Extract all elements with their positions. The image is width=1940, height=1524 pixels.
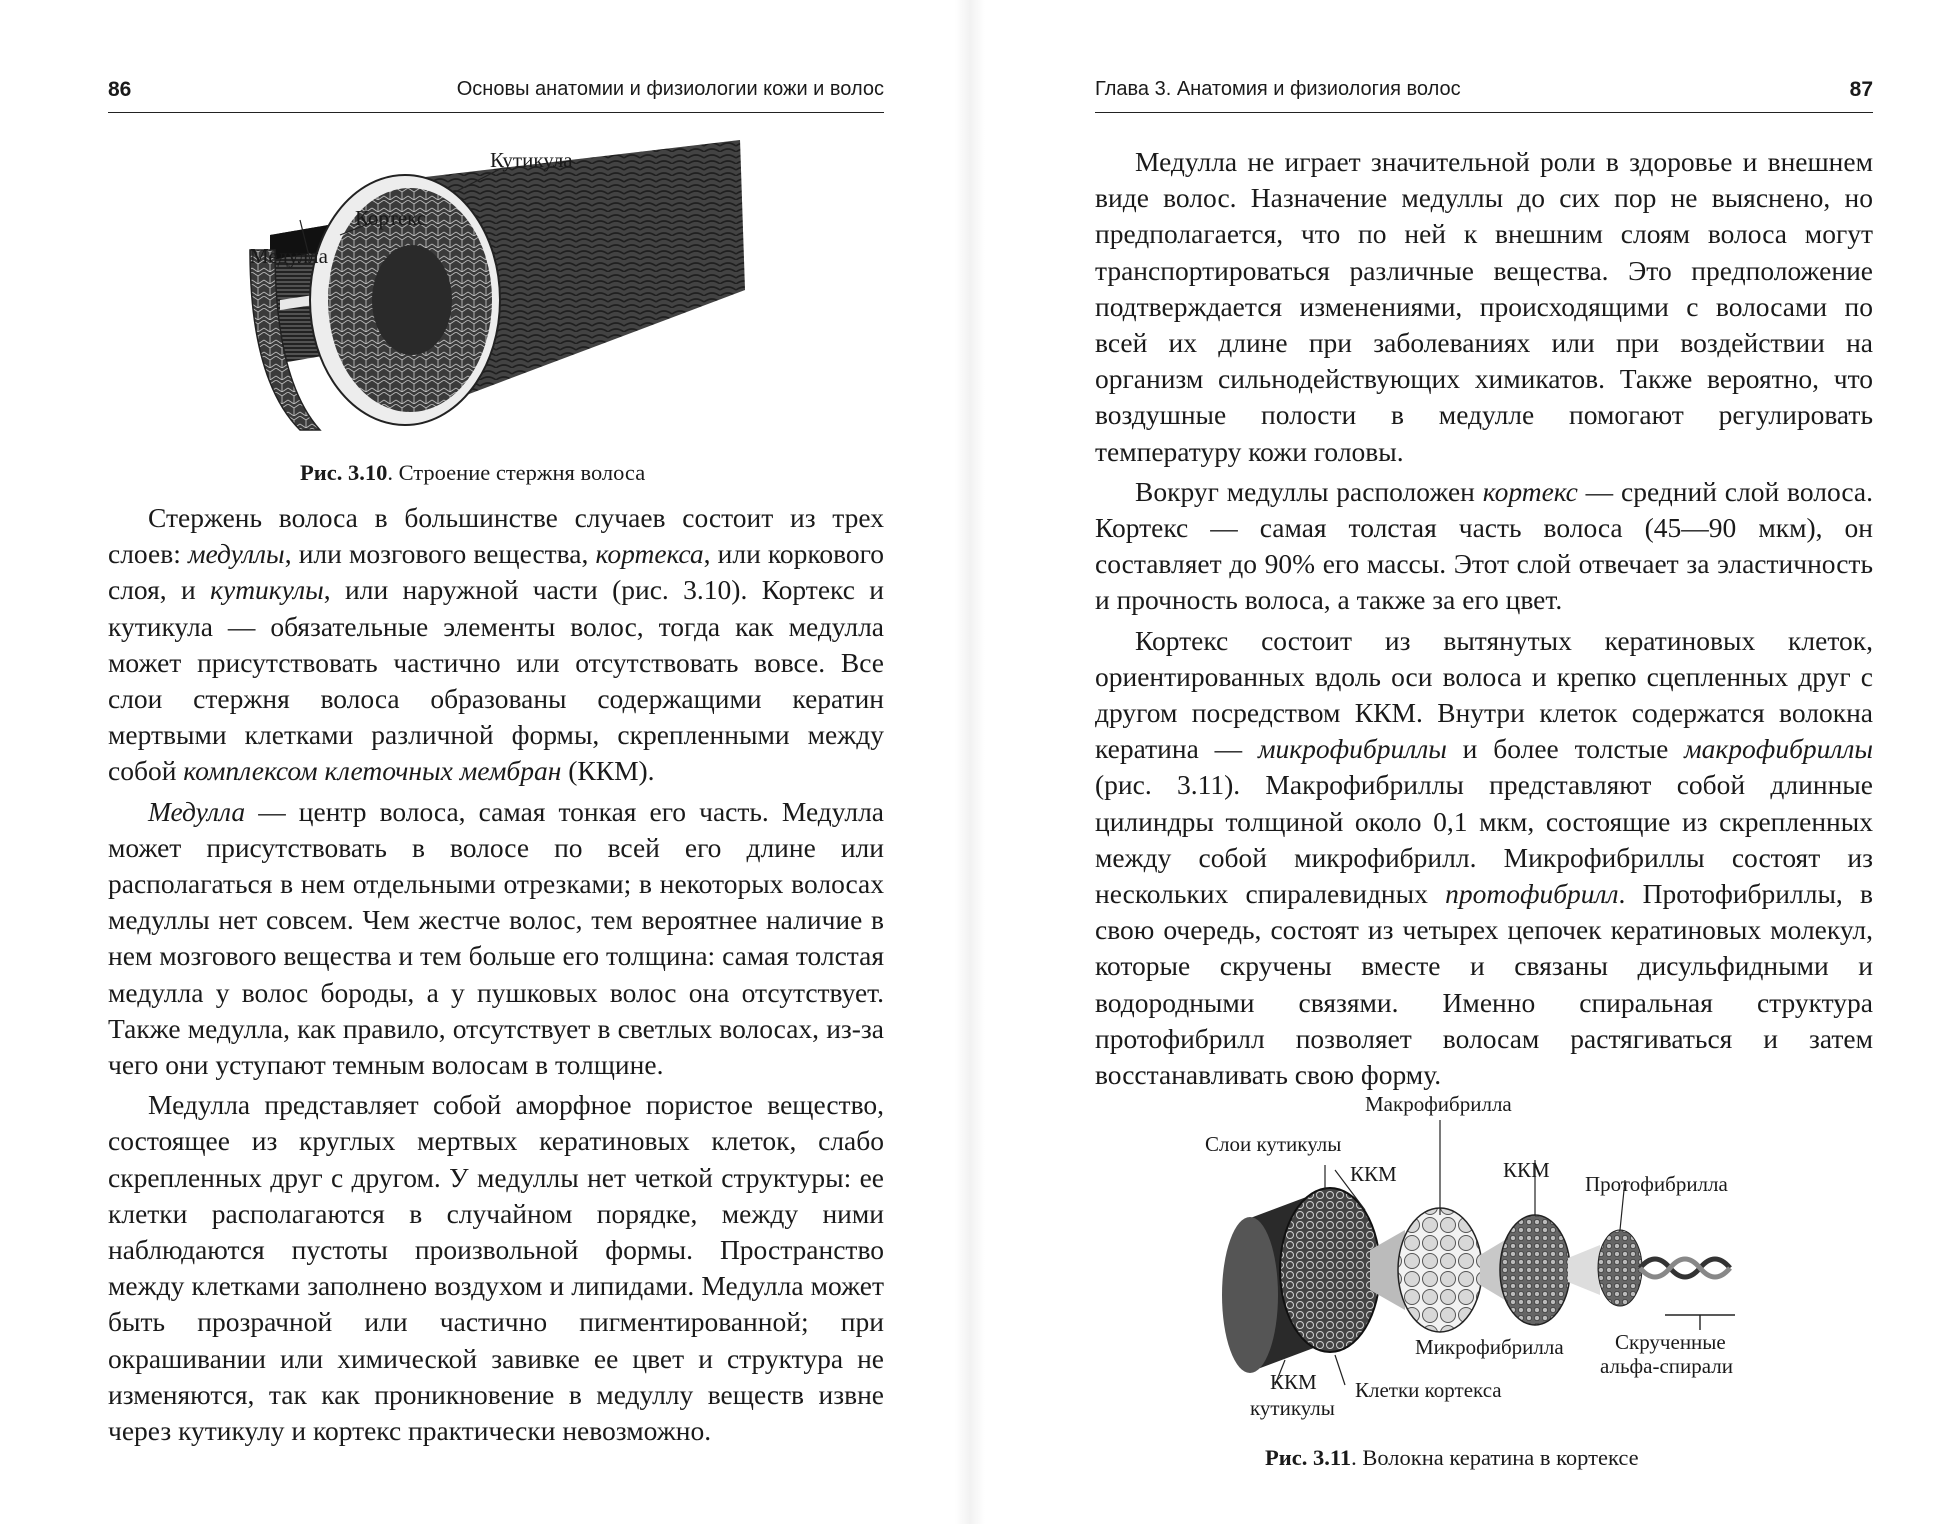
paragraph: Медулла не играет значительной роли в здоровье и внешнем виде волос. Назначение медуллы до сих пор не выяснено, но предполагается, что по ней к внешним слоям волоса могут транспортироваться различные вещества. Это предположение подтверждается изменениями, происходящими с волосами по всей их длине при заболеваниях или при воздействии на организм сильнодействующих химикатов. Также вероятно, что воздушные полости в медулле помогают регулировать температуру кожи головы. [1095, 146, 1873, 467]
paragraph [108, 500, 884, 790]
figure-caption-text: . Строение стержня волоса [387, 460, 646, 485]
text-run: , или мозгового вещества, [284, 538, 596, 570]
text-run: . Протофибриллы, в свою очередь, состоят из четырех цепочек кератиновых молекул, которые скручены вместе и связаны дисульфидными и водородными связями. Именно спиральная структура протофибрилл позволяет волосам растягиваться и затем восстанавливать свою форму. [1095, 878, 1873, 1091]
figure-caption [300, 460, 645, 486]
text-run: , или коркового слоя, и [108, 538, 884, 606]
figure-label-cuticle: Кутикула [490, 148, 573, 172]
text-run: Вокруг медуллы расположен [1135, 475, 1483, 507]
italic-term: Медулла [148, 795, 246, 827]
text-run: — средний слой волоса. Кортекс — самая толстая часть волоса (45—90 мкм), он составляет до 90% его массы. Этот слой отвечает за эластичность и прочность волоса, а также за его цвет. [1095, 475, 1873, 616]
figure-label-kkm: ККМ [1350, 1162, 1397, 1186]
figure-label-twisted-helices: альфа-спирали [1600, 1354, 1734, 1378]
page-number: 86 [108, 78, 132, 101]
paragraph [108, 794, 884, 1084]
hair-shaft-illustration [240, 140, 760, 440]
figure-label-twisted-helices: Скрученные [1615, 1330, 1726, 1354]
left-page-body [108, 500, 884, 1449]
figure-label-microfibril: Микрофибрилла [1415, 1335, 1564, 1359]
figure-label-macrofibril: Макрофибрилла [1365, 1092, 1512, 1116]
italic-term: макрофибриллы [1684, 733, 1873, 765]
text-run: Кортекс состоит из вытянутых кератиновых клеток, ориентированных вдоль оси волоса и крепко сцепленных друг с другом посредством ККМ. Внутри клеток содержатся волокна кератина — [1095, 624, 1873, 765]
running-title: Основы анатомии и физиологии кожи и волос [456, 78, 884, 100]
text-run: и более толстые [1446, 733, 1685, 765]
figure-label-cuticle-kkm: ККМ [1270, 1370, 1317, 1394]
figure-label-medulla: Медулла [250, 244, 328, 268]
text-run: , или наружной части (рис. 3.10). Кортекс и кутикула — обязательные элементы волос, тогда как медулла может присутствовать частично или отсутствовать вовсе. Все слои стержня волоса образованы содержащими кератин мертвыми клетками различной формы, скрепленными между собой [108, 574, 884, 787]
hair-shaft-figure [240, 140, 760, 440]
italic-term: кортекса [595, 538, 704, 570]
keratin-fibers-figure [1205, 1090, 1765, 1430]
italic-term: кортекс [1482, 475, 1578, 507]
text-run: Стержень волоса в большинстве случаев состоит из трех слоев: [108, 502, 884, 570]
figure-label-cuticle-layers: Слои кутикулы [1205, 1132, 1342, 1156]
figure-caption [1265, 1445, 1639, 1471]
italic-term: медуллы [187, 538, 285, 570]
running-title: Глава 3. Анатомия и физиология волос [1095, 78, 1461, 100]
page-number: 87 [1849, 78, 1873, 101]
italic-term: протофибрилл [1445, 878, 1619, 910]
figure-label-cortex-cells: Клетки кортекса [1355, 1378, 1502, 1402]
figure-label-kkm: ККМ [1503, 1158, 1550, 1182]
paragraph: Медулла представляет собой аморфное пористое вещество, состоящее из круглых мертвых кератиновых клеток, слабо скрепленных друг с другом. У медуллы нет четкой структуры: ее клетки располагаются в случайном порядке, между ними наблюдаются пустоты произвольной формы. Пространство между клетками заполнено воздухом и липидами. Медулла может быть прозрачной или частично пигментированной; при окрашивании или химической завивке ее цвет и структура не изменяются, так как проникновение в медуллу веществ извне через кутикулу и кортекс практически невозможно. [108, 1089, 884, 1447]
italic-term: микрофибриллы [1257, 733, 1447, 765]
figure-label-cortex: Кортекс [355, 206, 427, 230]
figure-label-protofibril: Протофибрилла [1585, 1172, 1728, 1196]
text-run: (ККМ). [561, 755, 655, 787]
text-run: — центр волоса, самая тонкая его часть. Медулла может присутствовать в волосе по всей его длине или располагаться в нем отдельными отрезками; в некоторых волосах медуллы нет совсем. Чем жестче волос, тем вероятнее наличие в нем мозгового вещества и тем больше его толщина: самая толстая медулла у волос бороды, а у пушковых волос она отсутствует. Также медулла, как правило, отсутствует в светлых волосах, из-за чего они уступают темным волосам в толщине. [108, 795, 884, 1081]
figure-caption-number: Рис. 3.11 [1265, 1445, 1352, 1470]
left-page-header [108, 78, 884, 113]
paragraph [1095, 623, 1873, 1094]
paragraph [1095, 474, 1873, 619]
italic-term: комплексом клеточных мембран [183, 755, 562, 787]
italic-term: кутикулы [210, 574, 324, 606]
right-page-body [1095, 144, 1873, 1093]
right-page-header [1095, 78, 1873, 113]
figure-caption-text: . Волокна кератина в кортексе [1351, 1445, 1639, 1470]
text-run: (рис. 3.11). Макрофибриллы представляют собой длинные цилиндры толщиной около 0,1 мкм, состоящие из скрепленных между собой микрофибрилл. Микрофибриллы состоят из нескольких спиралевидных [1095, 769, 1873, 910]
figure-label-cuticle-kkm: кутикулы [1250, 1396, 1335, 1420]
figure-caption-number: Рис. 3.10 [300, 460, 388, 485]
